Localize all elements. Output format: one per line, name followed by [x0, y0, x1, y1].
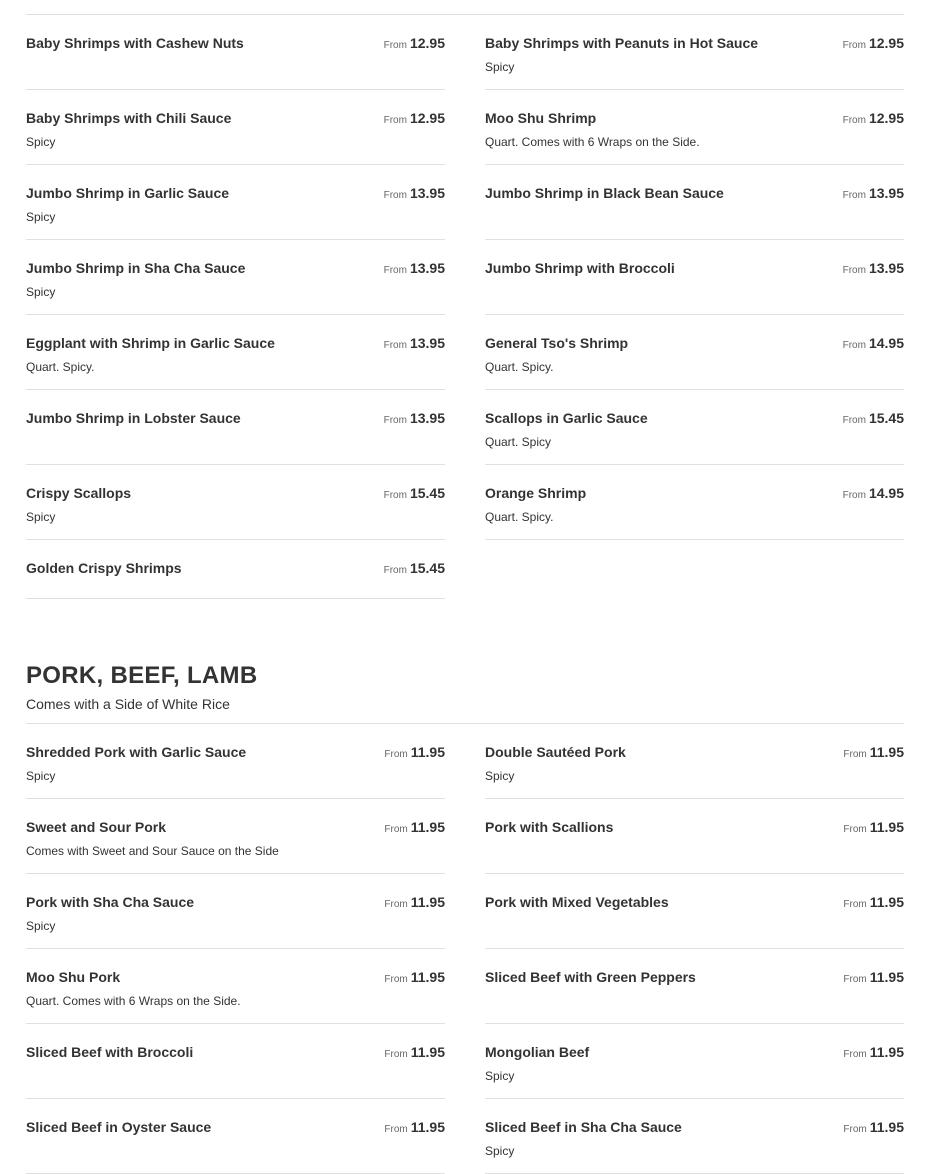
price-value: 12.95	[409, 35, 445, 51]
menu-item-price	[384, 969, 445, 988]
price-prefix: From	[843, 1049, 867, 1060]
menu-item-description: Comes with Sweet and Sour Sauce on the Side	[26, 844, 279, 858]
pork-beef-lamb-items-grid	[26, 724, 904, 1174]
menu-item[interactable]	[485, 165, 904, 240]
menu-item[interactable]	[26, 390, 445, 465]
menu-item-name: Baby Shrimps with Cashew Nuts	[26, 35, 244, 51]
price-value: 11.95	[410, 819, 445, 835]
menu-item-price	[384, 260, 445, 279]
menu-item-name: Orange Shrimp	[485, 485, 587, 501]
price-prefix: From	[843, 824, 867, 835]
menu-item-name: Golden Crispy Shrimps	[26, 560, 182, 576]
price-value: 13.95	[409, 335, 445, 351]
price-prefix: From	[843, 899, 867, 910]
menu-item[interactable]	[26, 1024, 445, 1099]
menu-item[interactable]	[485, 874, 904, 949]
menu-item-price	[843, 744, 904, 763]
menu-item-price	[384, 335, 445, 354]
menu-item[interactable]	[485, 90, 904, 165]
price-prefix: From	[383, 40, 407, 51]
price-value: 13.95	[868, 185, 904, 201]
menu-item-name: Moo Shu Shrimp	[485, 110, 597, 126]
menu-item[interactable]	[485, 390, 904, 465]
menu-item[interactable]	[485, 949, 904, 1024]
menu-item[interactable]	[26, 540, 445, 599]
menu-item-name: Jumbo Shrimp in Black Bean Sauce	[485, 185, 724, 201]
menu-item-price	[843, 1119, 904, 1138]
price-prefix: From	[842, 265, 866, 276]
pork-beef-lamb-items	[26, 724, 904, 1174]
price-prefix: From	[842, 340, 866, 351]
menu-item-description: Spicy	[26, 919, 56, 933]
price-value: 12.95	[409, 110, 445, 126]
menu-item-description: Spicy	[26, 135, 56, 149]
menu-item[interactable]	[26, 165, 445, 240]
menu-item-price	[843, 335, 904, 354]
price-value: 13.95	[868, 260, 904, 276]
menu-item[interactable]	[485, 465, 904, 540]
menu-item-name: Baby Shrimps with Peanuts in Hot Sauce	[485, 35, 759, 51]
menu-item[interactable]	[485, 1024, 904, 1099]
menu-item-price	[384, 110, 445, 129]
menu-item-price	[843, 110, 904, 129]
menu-item-description: Spicy	[485, 769, 515, 783]
menu-item-name: Mongolian Beef	[485, 1044, 590, 1060]
price-value: 12.95	[868, 110, 904, 126]
menu-item-price	[843, 410, 904, 429]
menu-item[interactable]	[26, 799, 445, 874]
price-value: 13.95	[409, 260, 445, 276]
price-value: 11.95	[410, 894, 445, 910]
menu-item[interactable]	[485, 799, 904, 874]
menu-item[interactable]	[485, 15, 904, 90]
menu-item[interactable]	[485, 1099, 904, 1174]
menu-item-description: Quart. Spicy.	[26, 360, 95, 374]
menu-item-name: Scallops in Garlic Sauce	[485, 410, 648, 426]
menu-item-name: Pork with Scallions	[485, 819, 614, 835]
price-prefix: From	[384, 974, 408, 985]
price-value: 15.45	[868, 410, 904, 426]
menu-item-description: Spicy	[485, 60, 515, 74]
menu-item-price	[384, 1119, 445, 1138]
seafood-section	[26, 15, 904, 615]
menu-item-price	[843, 260, 904, 279]
menu-item-price	[384, 1044, 445, 1063]
menu-item-name: Sliced Beef with Broccoli	[26, 1044, 194, 1060]
menu-item-name: Moo Shu Pork	[26, 969, 121, 985]
menu-item[interactable]	[485, 724, 904, 799]
menu-item-name: Jumbo Shrimp in Lobster Sauce	[26, 410, 241, 426]
menu-item-name: Baby Shrimps with Chili Sauce	[26, 110, 232, 126]
menu-item-name: Sliced Beef in Sha Cha Sauce	[485, 1119, 682, 1135]
price-value: 14.95	[868, 335, 904, 351]
menu-item-name: Jumbo Shrimp in Sha Cha Sauce	[26, 260, 246, 276]
price-prefix: From	[384, 749, 408, 760]
menu-item-price	[843, 35, 904, 54]
price-prefix: From	[384, 1124, 408, 1135]
section-subtitle: Comes with a Side of White Rice	[26, 696, 230, 712]
menu-item-price	[843, 969, 904, 988]
price-prefix: From	[383, 190, 407, 201]
price-prefix: From	[383, 340, 407, 351]
price-value: 13.95	[409, 410, 445, 426]
price-prefix: From	[383, 565, 407, 576]
menu-item-name: Eggplant with Shrimp in Garlic Sauce	[26, 335, 275, 351]
price-prefix: From	[384, 899, 408, 910]
price-prefix: From	[842, 490, 866, 501]
menu-item[interactable]	[26, 15, 445, 90]
menu-item[interactable]	[485, 315, 904, 390]
price-prefix: From	[843, 974, 867, 985]
pork-beef-lamb-section	[26, 662, 904, 712]
section-title: PORK, BEEF, LAMB	[26, 662, 258, 689]
menu-item-name: Pork with Sha Cha Sauce	[26, 894, 195, 910]
menu-item-price	[384, 410, 445, 429]
price-prefix: From	[383, 415, 407, 426]
menu-item-price	[843, 819, 904, 838]
price-value: 14.95	[868, 485, 904, 501]
menu-item[interactable]	[26, 874, 445, 949]
menu-item[interactable]	[26, 949, 445, 1024]
price-prefix: From	[842, 40, 866, 51]
price-value: 11.95	[869, 1119, 904, 1135]
price-value: 11.95	[410, 969, 445, 985]
menu-item-description: Quart. Spicy.	[485, 510, 554, 524]
price-value: 13.95	[409, 185, 445, 201]
menu-item-price	[843, 185, 904, 204]
menu-item-price	[384, 485, 445, 504]
price-value: 11.95	[869, 1044, 904, 1060]
menu-item-description: Quart. Spicy	[485, 435, 552, 449]
menu-item-name: Crispy Scallops	[26, 485, 132, 501]
menu-item-price	[384, 744, 445, 763]
price-value: 11.95	[869, 969, 904, 985]
menu-item-name: Jumbo Shrimp in Garlic Sauce	[26, 185, 230, 201]
menu-item-description: Spicy	[485, 1069, 515, 1083]
menu-item-description: Spicy	[485, 1144, 515, 1158]
price-value: 15.45	[409, 560, 445, 576]
price-value: 15.45	[409, 485, 445, 501]
menu-item-description: Quart. Comes with 6 Wraps on the Side.	[26, 994, 241, 1008]
menu-item-description: Spicy	[26, 510, 56, 524]
menu-item[interactable]	[26, 724, 445, 799]
menu-item[interactable]	[26, 1099, 445, 1174]
menu-item-name: Sliced Beef with Green Peppers	[485, 969, 696, 985]
menu-item-price	[384, 894, 445, 913]
menu-item-price	[843, 485, 904, 504]
price-prefix: From	[383, 490, 407, 501]
menu-item-price	[843, 894, 904, 913]
menu-item-name: Shredded Pork with Garlic Sauce	[26, 744, 247, 760]
menu-item-name: Pork with Mixed Vegetables	[485, 894, 669, 910]
menu-item-name: General Tso's Shrimp	[485, 335, 629, 351]
menu-item[interactable]	[26, 90, 445, 165]
price-value: 11.95	[869, 894, 904, 910]
price-prefix: From	[842, 115, 866, 126]
price-prefix: From	[384, 824, 408, 835]
price-prefix: From	[842, 190, 866, 201]
menu-item-description: Spicy	[26, 285, 56, 299]
price-value: 12.95	[868, 35, 904, 51]
menu-item-name: Sweet and Sour Pork	[26, 819, 167, 835]
menu-item-name: Double Sautéed Pork	[485, 744, 626, 760]
menu-item-description: Quart. Spicy.	[485, 360, 554, 374]
menu-item[interactable]	[485, 240, 904, 315]
menu-item-price	[384, 819, 445, 838]
price-value: 11.95	[869, 744, 904, 760]
menu-item-description: Quart. Comes with 6 Wraps on the Side.	[485, 135, 700, 149]
price-value: 11.95	[410, 1044, 445, 1060]
menu-item[interactable]	[26, 465, 445, 540]
price-prefix: From	[843, 1124, 867, 1135]
price-value: 11.95	[410, 1119, 445, 1135]
menu-item-price	[843, 1044, 904, 1063]
menu-item-price	[384, 185, 445, 204]
seafood-items-grid	[26, 15, 904, 615]
price-prefix: From	[383, 265, 407, 276]
menu-item-name: Sliced Beef in Oyster Sauce	[26, 1119, 212, 1135]
price-value: 11.95	[869, 819, 904, 835]
menu-item-price	[384, 560, 445, 579]
price-prefix: From	[383, 115, 407, 126]
menu-item-description: Spicy	[26, 769, 56, 783]
menu-item-name: Jumbo Shrimp with Broccoli	[485, 260, 675, 276]
price-prefix: From	[843, 749, 867, 760]
price-prefix: From	[842, 415, 866, 426]
menu-item-price	[384, 35, 445, 54]
menu-item-description: Spicy	[26, 210, 56, 224]
menu-item[interactable]	[26, 240, 445, 315]
price-prefix: From	[384, 1049, 408, 1060]
menu-item[interactable]	[26, 315, 445, 390]
price-value: 11.95	[410, 744, 445, 760]
